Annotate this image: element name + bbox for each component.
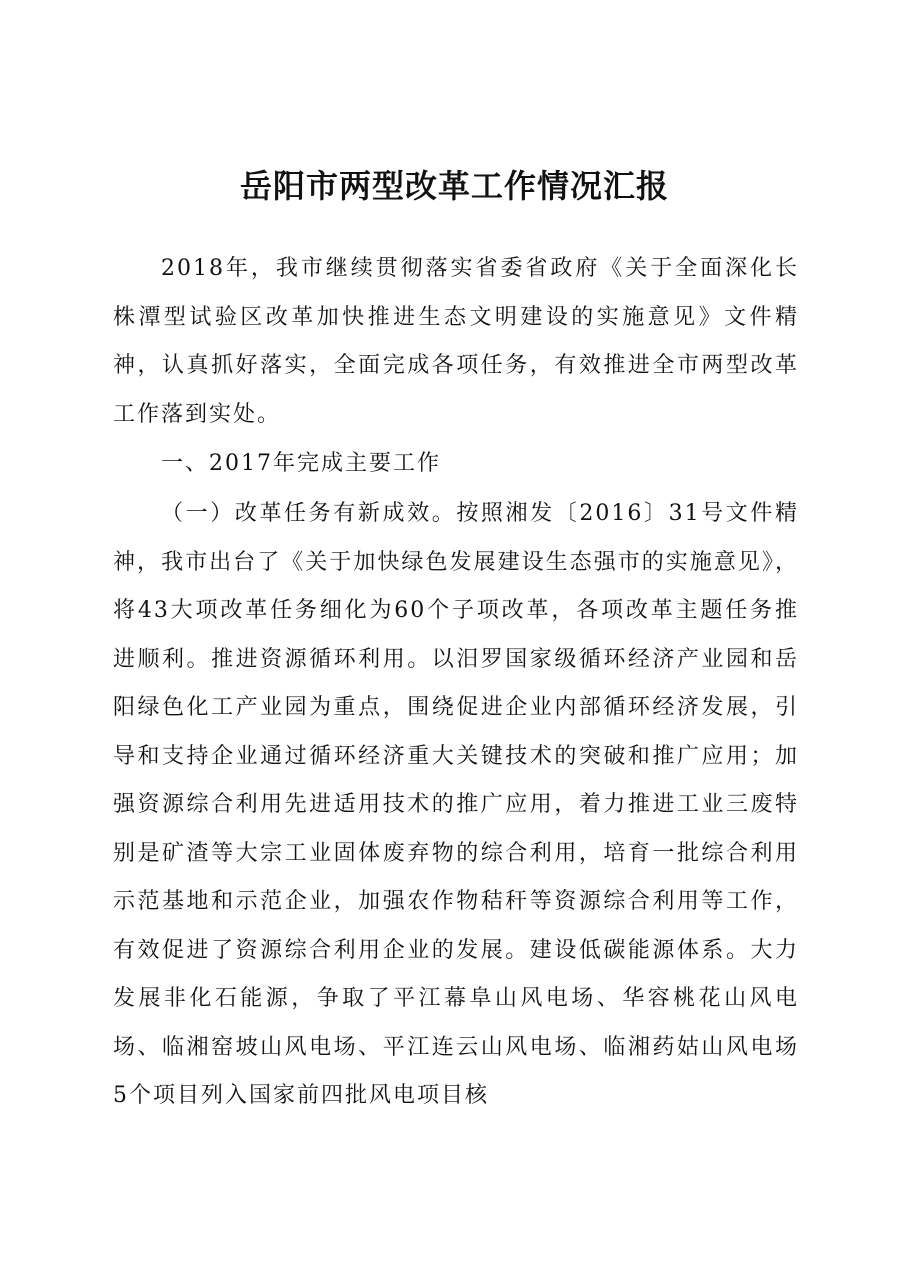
section-heading: 一、2017年完成主要工作 [161,451,441,476]
document-title: 岳阳市两型改革工作情况汇报 [239,167,669,205]
body-paragraph: （一）改革任务有新成效。按照湘发〔2016〕31号文件精神，我市出台了《关于加快绿色发展建设生态强市的实施意见》，将43大项改革任务细化为60个子项改革，各项改革主题任务推进顺利。推进资源循环利用。以汨罗国家级循环经济产业园和岳阳绿色化工产业园为重点，围绕促进企业内部循环经济发展，引导和支持企业通过循环经济重大关键技术的突破和推广应用；加强资源综合利用先进适用技术的推广应用，着力推进工业三废特别是矿渣等大宗工业固体废弃物的综合利用，培育一批综合利用示范基地和示范企业，加强农作物秸秆等资源综合利用等工作，有效促进了资源综合利用企业的发展。建设低碳能源体系。大力发展非化石能源，争取了平江幕阜山风电场、华容桃花山风电场、临湘窑坡山风电场、平江连云山风电场、临湘药姑山风电场5个项目列入国家前四批风电项目核 [113,501,799,1108]
intro-paragraph: 2018年，我市继续贯彻落实省委省政府《关于全面深化长株潭型试验区改革加快推进生态文明建设的实施意见》文件精神，认真抓好落实，全面完成各项任务，有效推进全市两型改革工作落到实处。 [113,256,799,427]
